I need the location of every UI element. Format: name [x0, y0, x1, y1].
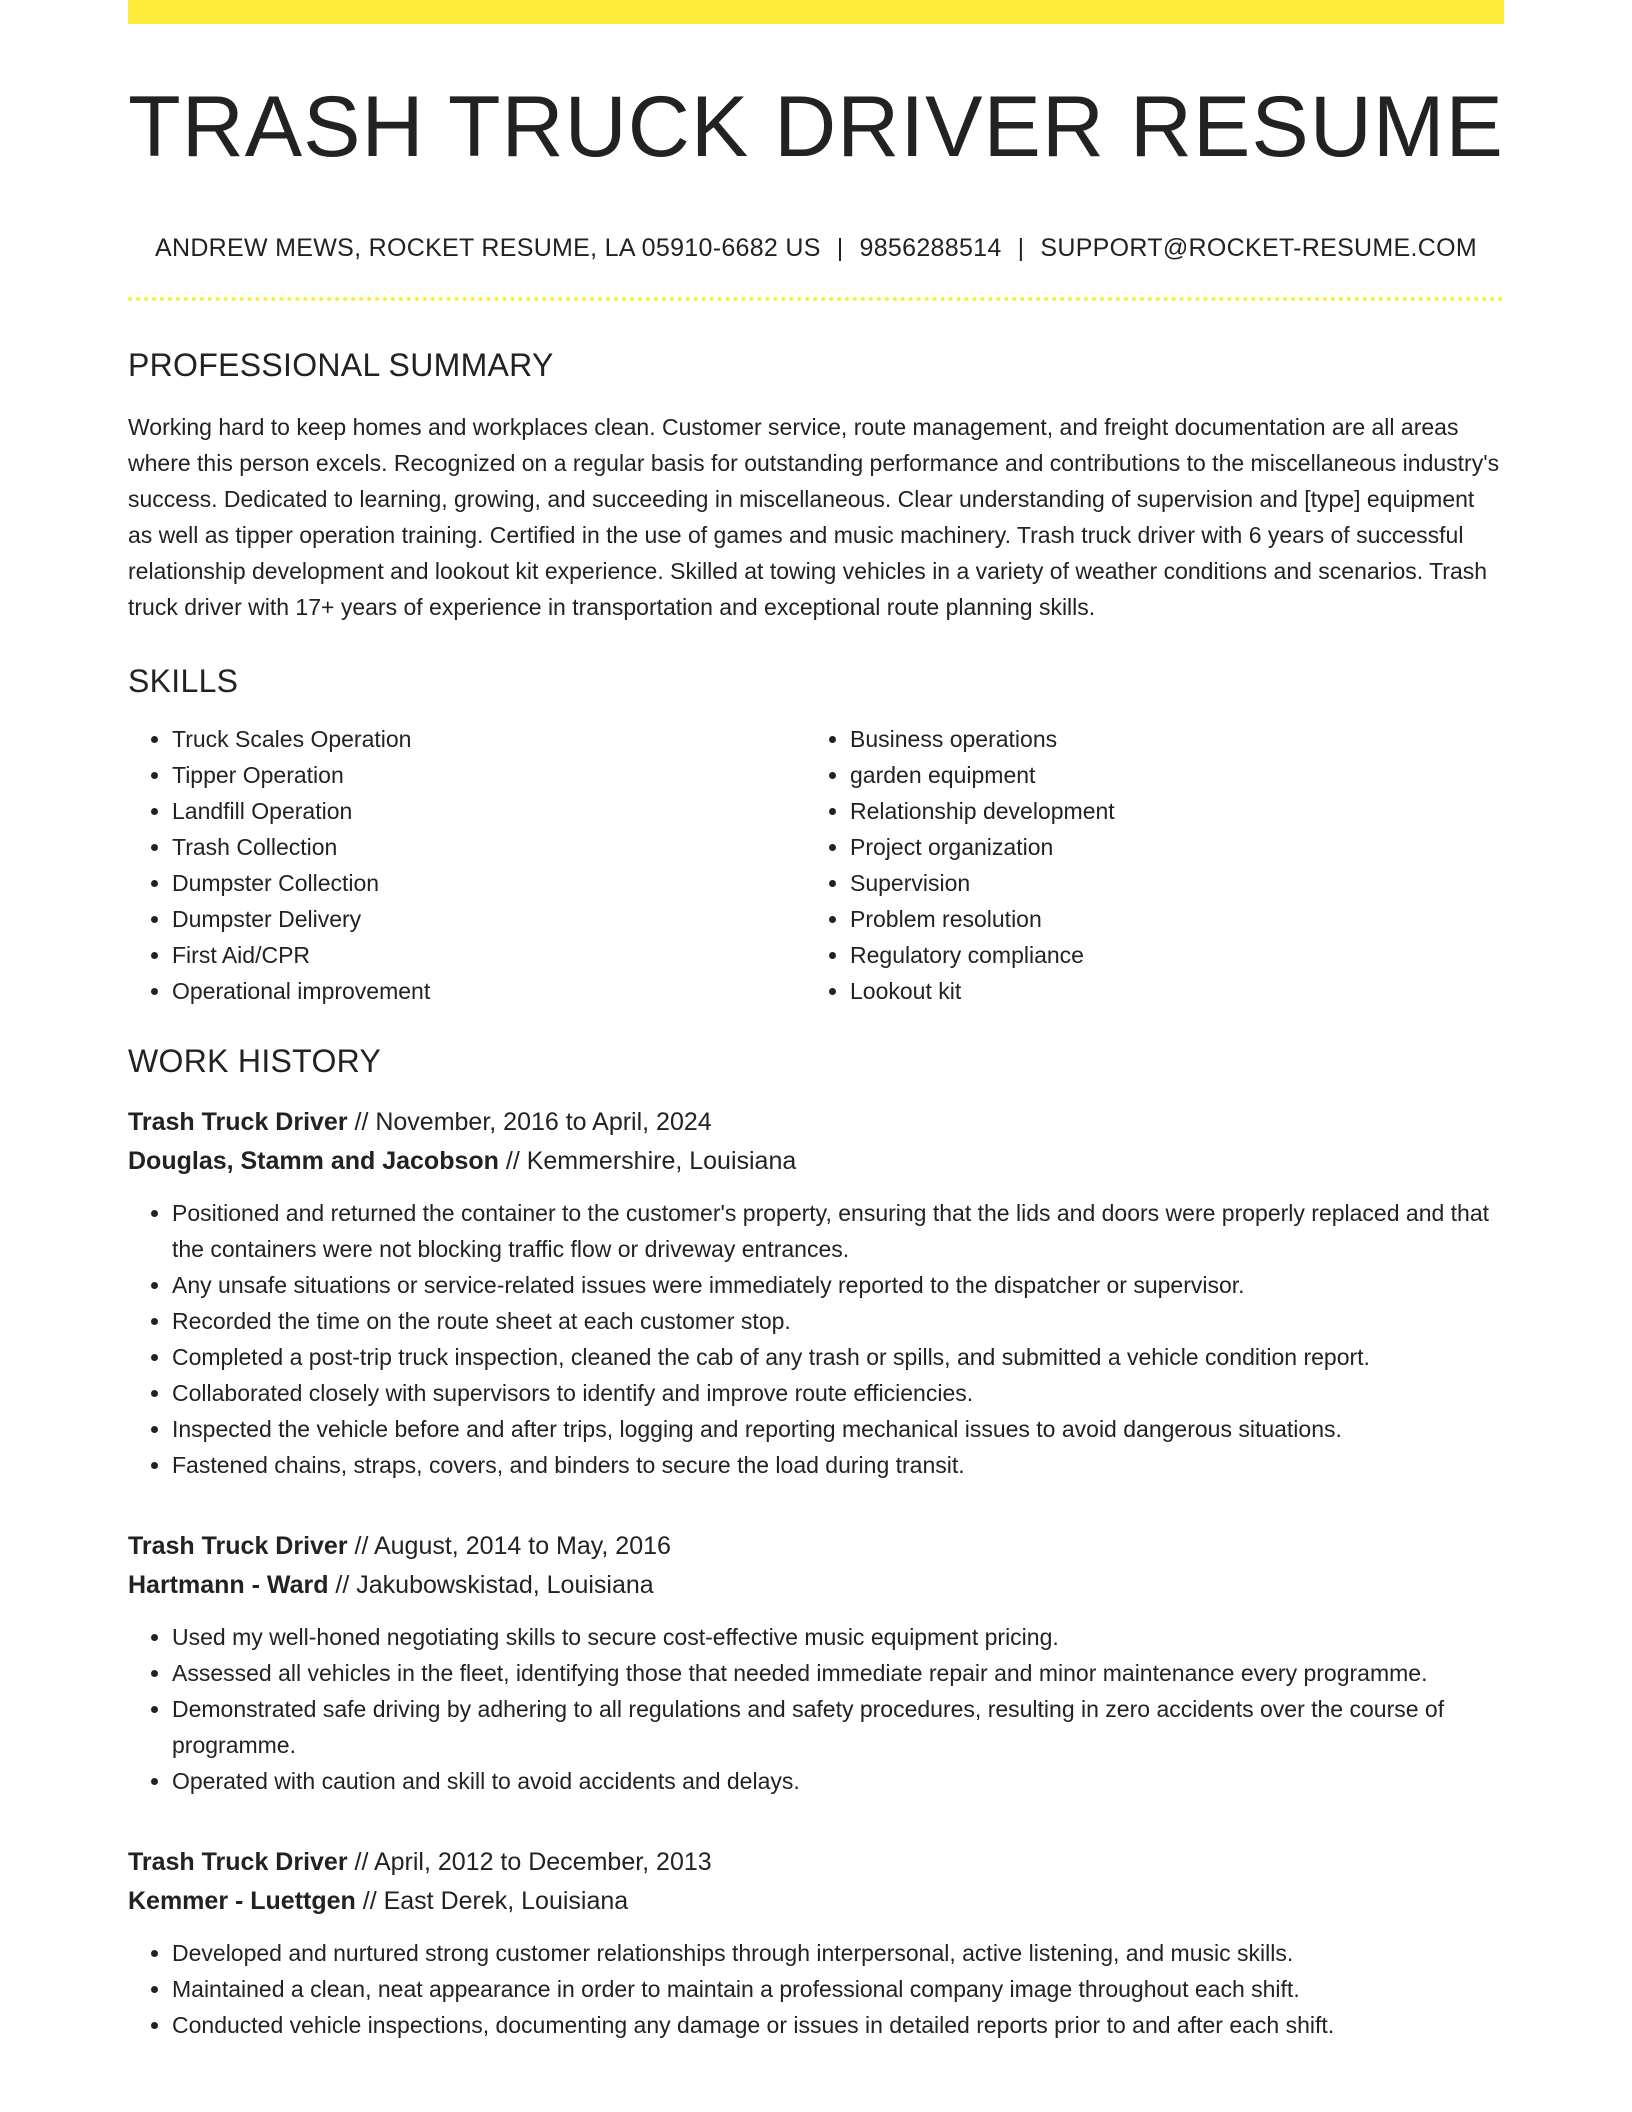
contact-email: SUPPORT@ROCKET-RESUME.COM — [1040, 234, 1477, 262]
skill-item: • garden equipment — [850, 757, 1484, 793]
job-role: Trash Truck Driver — [128, 1848, 348, 1876]
work-history-heading: WORK HISTORY — [128, 1043, 382, 1079]
skill-item: • Operational improvement — [172, 973, 806, 1009]
job-bullet: • Conducted vehicle inspections, documenting any damage or issues in detailed reports prior to and after each shift. — [172, 2007, 1504, 2043]
job-role: Trash Truck Driver — [128, 1108, 348, 1136]
job-bullet: • Inspected the vehicle before and after trips, logging and reporting mechanical issues to avoid dangerous situations. — [172, 1411, 1504, 1447]
summary-text: Working hard to keep homes and workplaces clean. Customer service, route management, and freight documentation are all areas where this person excels. Recognized on a regular basis for outstanding performance and contributions to the miscellaneous industry's success. Dedicated to learning, growing, and succeeding in miscellaneous. Clear understanding of supervision and [type] equipment as well as tipper operation training. Certified in the use of games and music machinery. Trash truck driver with 6 years of successful relationship development and lookout kit experience. Skilled at towing vehicles in a variety of weather conditions and scenarios. Trash truck driver with 17+ years of experience in transportation and exceptional route planning skills. — [128, 414, 1500, 620]
contact-line — [128, 236, 1504, 261]
skill-item: • Problem resolution — [850, 901, 1484, 937]
contact-separator: | — [836, 234, 844, 262]
job-role-line — [128, 1527, 1504, 1566]
job-company-line — [128, 1142, 1504, 1181]
job-location: // East Derek, Louisiana — [355, 1887, 629, 1915]
skill-item: • Truck Scales Operation — [172, 721, 806, 757]
skill-item: • Project organization — [850, 829, 1484, 865]
job-dates: // August, 2014 to May, 2016 — [347, 1532, 671, 1560]
job-bullets — [128, 1935, 1504, 2043]
job-bullet: • Demonstrated safe driving by adhering to all regulations and safety procedures, resulting in zero accidents over the course of programme. — [172, 1691, 1504, 1763]
job-company: Kemmer - Luettgen — [128, 1887, 356, 1915]
resume-title: TRASH TRUCK DRIVER RESUME — [128, 79, 1504, 175]
skills-right-list — [806, 721, 1484, 1009]
skill-item: • Lookout kit — [850, 973, 1484, 1009]
job-bullet: • Assessed all vehicles in the fleet, identifying those that needed immediate repair and minor maintenance every programme. — [172, 1655, 1504, 1691]
job-entry — [128, 1843, 1504, 2043]
job-company: Hartmann - Ward — [128, 1571, 329, 1599]
job-bullet: • Positioned and returned the container to the customer's property, ensuring that the lids and doors were properly replaced and that the containers were not blocking traffic flow or driveway entrances. — [172, 1195, 1504, 1267]
job-bullets — [128, 1619, 1504, 1799]
job-bullet: • Used my well-honed negotiating skills to secure cost-effective music equipment pricing. — [172, 1619, 1504, 1655]
skill-item: • Dumpster Delivery — [172, 901, 806, 937]
job-role: Trash Truck Driver — [128, 1532, 348, 1560]
skill-item: • Landfill Operation — [172, 793, 806, 829]
contact-phone: 9856288514 — [859, 234, 1002, 262]
contact-separator: | — [1017, 234, 1025, 262]
job-bullet: • Collaborated closely with supervisors to identify and improve route efficiencies. — [172, 1375, 1504, 1411]
skill-item: • Business operations — [850, 721, 1484, 757]
skill-item: • Regulatory compliance — [850, 937, 1484, 973]
contact-address: ANDREW MEWS, ROCKET RESUME, LA 05910-6682 US — [155, 234, 821, 262]
job-company-line — [128, 1566, 1504, 1605]
job-bullet: • Operated with caution and skill to avoid accidents and delays. — [172, 1763, 1504, 1799]
skill-item: • Trash Collection — [172, 829, 806, 865]
job-dates: // November, 2016 to April, 2024 — [347, 1108, 712, 1136]
skills-heading: SKILLS — [128, 663, 239, 699]
job-company: Douglas, Stamm and Jacobson — [128, 1147, 499, 1175]
summary-heading: PROFESSIONAL SUMMARY — [128, 347, 554, 383]
job-bullet: • Developed and nurtured strong customer relationships through interpersonal, active listening, and music skills. — [172, 1935, 1504, 1971]
job-role-line — [128, 1843, 1504, 1882]
dotted-divider — [128, 297, 1504, 301]
job-location: // Jakubowskistad, Louisiana — [328, 1571, 654, 1599]
skills-left-list — [128, 721, 806, 1009]
job-bullets — [128, 1195, 1504, 1483]
job-role-line — [128, 1103, 1504, 1142]
job-bullet: • Recorded the time on the route sheet at each customer stop. — [172, 1303, 1504, 1339]
job-dates: // April, 2012 to December, 2013 — [347, 1848, 712, 1876]
job-location: // Kemmershire, Louisiana — [498, 1147, 797, 1175]
skills-columns — [128, 721, 1504, 1009]
skill-item: • Dumpster Collection — [172, 865, 806, 901]
job-entry — [128, 1103, 1504, 1483]
job-bullet: • Fastened chains, straps, covers, and binders to secure the load during transit. — [172, 1447, 1504, 1483]
accent-bar — [128, 0, 1504, 24]
resume-page — [128, 0, 1504, 2043]
skill-item: • Relationship development — [850, 793, 1484, 829]
job-bullet: • Any unsafe situations or service-related issues were immediately reported to the dispatcher or supervisor. — [172, 1267, 1504, 1303]
skill-item: • Supervision — [850, 865, 1484, 901]
job-entry — [128, 1527, 1504, 1799]
job-company-line — [128, 1882, 1504, 1921]
skill-item: • First Aid/CPR — [172, 937, 806, 973]
skill-item: • Tipper Operation — [172, 757, 806, 793]
job-bullet: • Completed a post-trip truck inspection, cleaned the cab of any trash or spills, and submitted a vehicle condition report. — [172, 1339, 1504, 1375]
job-bullet: • Maintained a clean, neat appearance in order to maintain a professional company image throughout each shift. — [172, 1971, 1504, 2007]
